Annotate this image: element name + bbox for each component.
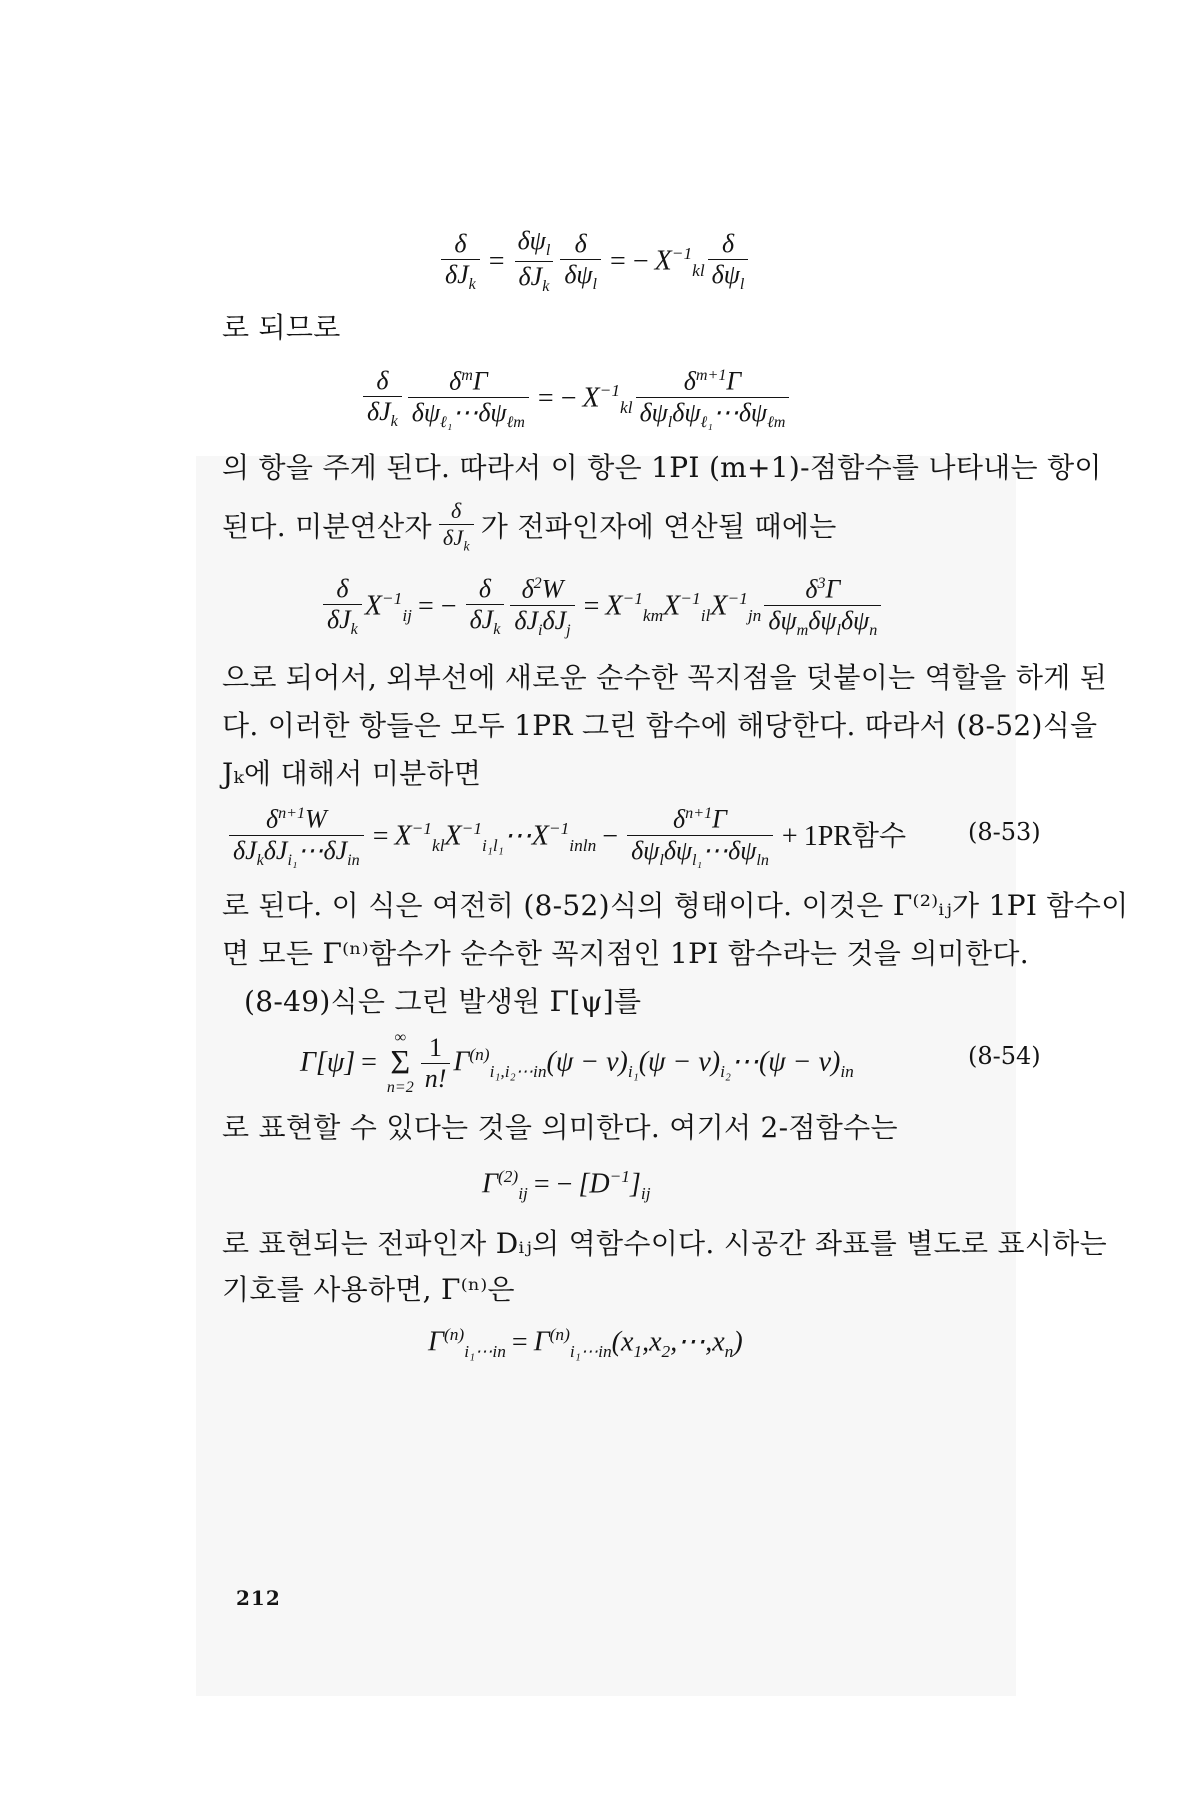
- eq53-frac-b: $\frac{\delta^{n+1}\Gamma}{\delta\psi_l\delta\psi_{l_1}\cdots\delta\psi_{ln}}$: [627, 806, 773, 869]
- text-line-3-before: 된다. 미분연산자: [222, 509, 432, 543]
- text-line-1: 로 되므로: [222, 311, 341, 344]
- text-line-10: 로 표현할 수 있다는 것을 의미한다. 여기서 2-점함수는: [222, 1111, 898, 1144]
- text-line-8: 면 모든 Γ⁽ⁿ⁾함수가 순수한 꼭지점인 1PI 함수라는 것을 의미한다.: [222, 937, 1029, 970]
- page-number: 212: [236, 1586, 281, 1610]
- eq1-frac-d: $\frac{\delta}{\delta\psi_l}$: [708, 231, 749, 293]
- eq53-frac-a: $\frac{\delta^{n+1}W}{\delta J_k\delta J_{i_1}\cdots\delta J_{in}}$: [229, 806, 364, 869]
- text-line-4: 으로 되어서, 외부선에 새로운 순수한 꼭지점을 덧붙이는 역할을 하게 된: [222, 661, 1108, 694]
- equation-8-54: Γ[ψ] = ∞ Σ n=2 $\frac{1}{n!}$ $\Gamma^{(n)}_{i_1,i_2\cdots in}(\psi - v)_{i_1}(\psi$ − $v)_{i_2}\cdots(\psi - v)_{in}$: [300, 1029, 854, 1096]
- text-line-2: 의 항을 주게 된다. 따라서 이 항은 1PI (m+1)-점함수를 나타내는 항이: [222, 451, 1102, 484]
- eq3-frac-c: $\frac{\delta^2W}{\delta J_i\delta J_j}$: [510, 576, 574, 639]
- equation-propagator-derivative: $\frac{\delta}{\delta J_k}$ $X^{-1}_{ij}$ = − $\frac{\delta}{\delta J_k}$ $\frac{\delta^2W}{\delta J_i\delta J_j}$ = $X^{-1}_{km}X^{-1}_{il}X^{-1}_{jn}$ $\frac{\delta^3\Gamma}{\delta\psi_m\delta\psi_l\delta\psi_n}$: [320, 576, 884, 639]
- eq1-frac-c: $\frac{\delta}{\delta\psi_l}$: [560, 231, 601, 293]
- inline-derivative-operator: $\frac{\delta}{\delta J_k}$: [436, 500, 477, 553]
- equation-two-point-function: $\Gamma^{(2)}_{ij}$ = − $[D^{-1}]_{ij}$: [482, 1167, 651, 1203]
- eq3-frac-d: $\frac{\delta^3\Gamma}{\delta\psi_m\delta\psi_l\delta\psi_n}$: [764, 576, 881, 639]
- summation-operator: ∞ Σ n=2: [386, 1029, 414, 1096]
- text-line-12: 기호를 사용하면, Γ⁽ⁿ⁾은: [222, 1273, 515, 1306]
- text-line-3: [222, 500, 837, 553]
- eq3-frac-b: $\frac{\delta}{\delta J_k}$: [466, 576, 505, 638]
- text-line-9: (8-49)식은 그린 발생원 Γ[ψ]를: [244, 985, 642, 1018]
- equation-functional-derivative: $\frac{\delta}{\delta J_k}$ = $\frac{\delta\psi_l}{\delta J_k}$ $\frac{\delta}{\delta\psi_l}$ = − $X^{-1}_{kl}$ $\frac{\delta}{\delta\psi_l}$: [438, 228, 751, 296]
- eq2-frac-c: $\frac{\delta^{m+1}\Gamma}{\delta\psi_l\delta\psi_{\ell_1}\cdots\delta\psi_{\ell m}}$: [636, 368, 790, 431]
- equation-vertex-derivative: $\frac{\delta}{\delta J_k}$ $\frac{\delta^m\Gamma}{\delta\psi_{\ell_1}\cdots\delta\psi_{\ell m}}$ = − $X^{-1}_{kl}$ $\frac{\delta^{m+1}\Gamma}{\delta\psi_l\delta\psi_{\ell_1}\cdots\delta\psi_{\ell m}}$: [360, 368, 792, 431]
- equation-n-point-coordinates: $\Gamma^{(n)}_{i_1\cdots in}$ = $\Gamma^{(n)}_{i_1\cdots in}(x_1,x_2,\cdots,x_n)$: [428, 1325, 743, 1361]
- eq1-frac-a: $\frac{\delta}{\delta J_k}$: [441, 231, 480, 293]
- eq54-frac-factorial: $\frac{1}{n!}$: [421, 1035, 451, 1092]
- text-line-5: 다. 이러한 항들은 모두 1PR 그린 함수에 해당한다. 따라서 (8-52)식을: [222, 709, 1098, 742]
- eq2-frac-b: $\frac{\delta^m\Gamma}{\delta\psi_{\ell_1}\cdots\delta\psi_{\ell m}}$: [408, 368, 529, 431]
- text-line-7: 로 된다. 이 식은 여전히 (8-52)식의 형태이다. 이것은 Γ⁽²⁾ᵢⱼ가 1PI 함수이: [222, 889, 1129, 922]
- equation-number-8-54: (8-54): [968, 1042, 1041, 1070]
- text-line-6: Jₖ에 대해서 미분하면: [222, 757, 482, 790]
- equation-number-8-53: (8-53): [968, 818, 1041, 846]
- text-line-3-after: 가 전파인자에 연산될 때에는: [480, 509, 837, 543]
- eq2-frac-a: $\frac{\delta}{\delta J_k}$: [363, 368, 402, 430]
- equation-8-53: $\frac{\delta^{n+1}W}{\delta J_k\delta J_{i_1}\cdots\delta J_{in}}$ = $X^{-1}_{kl}X^{-1}_{i_1l_1}\cdots X^{-1}_{inln}$ − $\frac{\delta^{n+1}\Gamma}{\delta\psi_l\delta\psi_{l_1}\cdots\delta\psi_{ln}}$ + 1PR함수: [226, 806, 906, 869]
- eq3-frac-a: $\frac{\delta}{\delta J_k}$: [323, 576, 362, 638]
- text-line-11: 로 표현되는 전파인자 Dᵢⱼ의 역함수이다. 시공간 좌표를 별도로 표시하는: [222, 1227, 1107, 1260]
- eq1-frac-b: $\frac{\delta\psi_l}{\delta J_k}$: [514, 228, 555, 296]
